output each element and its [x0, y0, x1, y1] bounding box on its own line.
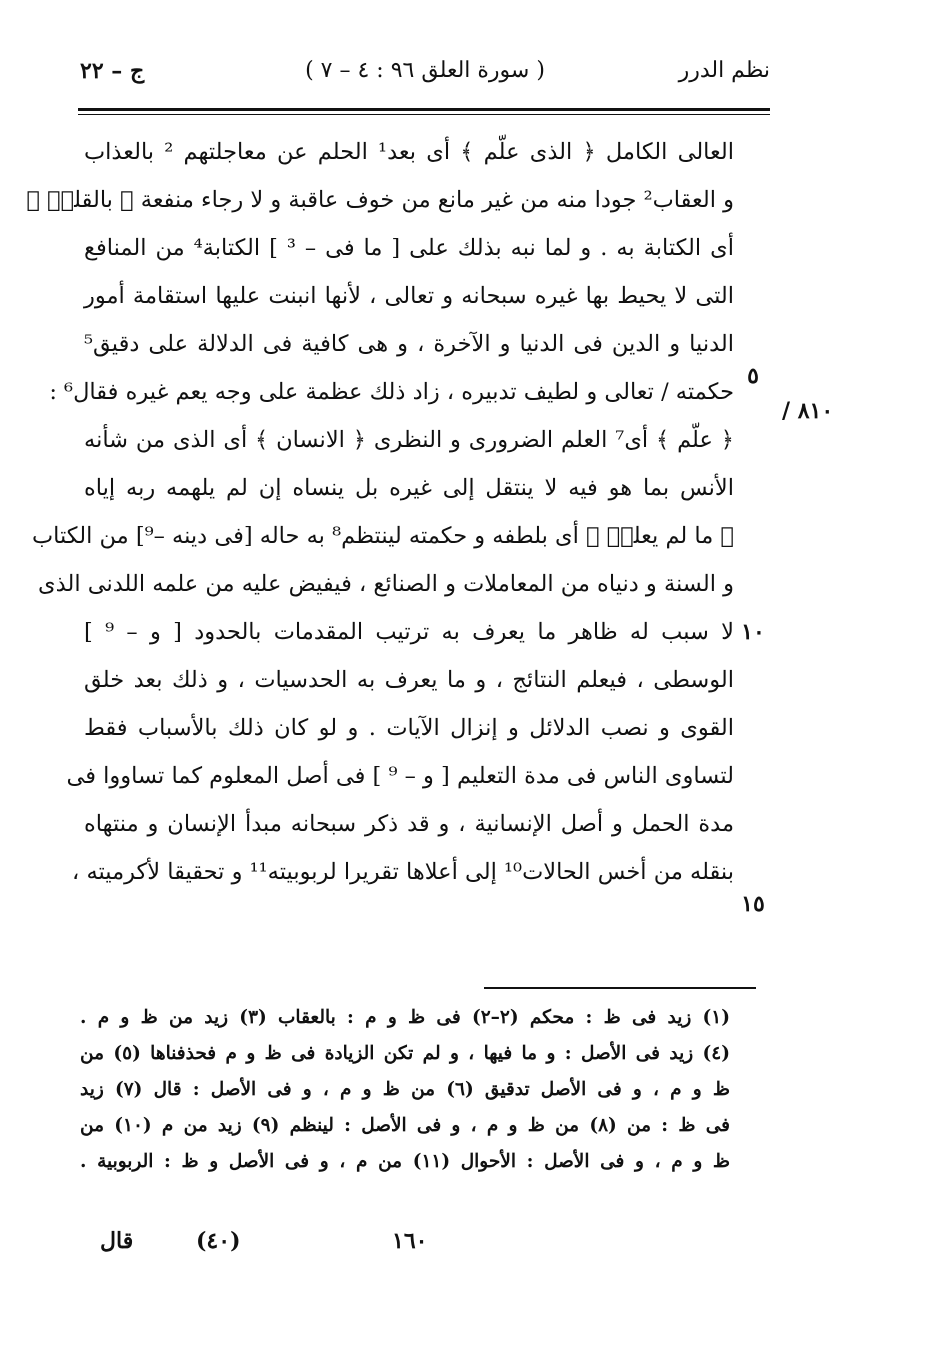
- line-number-5: ٥: [747, 363, 759, 389]
- header-rule-thin: [78, 114, 770, 115]
- text-line: مدة الحمل و أصل الإنسانية ، و قد ذكر سبحانه مبدأ الإنسان و منتهاه: [84, 811, 734, 837]
- text-line: بنقله من أخس الحالات¹⁰ إلى أعلاها تقريرا لربوبيته¹¹ و تحقيقا لأكرميته ،: [72, 859, 734, 885]
- text-line: حكمته / تعالى و لطيف تدبيره ، زاد ذلك عظمة على وجه يعم غيره فقال⁶ :: [49, 379, 734, 405]
- footnote-line: ظ و م ، و فى الأصل تدقيق (٦) من ظ و م ، و فى الأصل : قال (٧) زيد: [80, 1079, 730, 1100]
- main-text: [26, 128, 734, 896]
- footnote-line: (٤) زيد فى الأصل : و ما فيها ، و لم تكن الزيادة فى ظ و م فحذفناها (٥) من: [80, 1043, 730, 1064]
- text-line: أى الكتابة به . و لما نبه بذلك على [ ما فى – ³ ] الكتابة⁴ من المنافع: [84, 235, 734, 261]
- footnote-line: ظ و م ، و فى الأصل : الأحوال (١١) من م ، و فى الأصل و ظ : الربوبية .: [80, 1151, 730, 1172]
- line-number-10: ١٠: [741, 619, 765, 645]
- footnote-line: فى ظ : من (٨) من ظ و م ، و فى الأصل : لينظم (٩) زيد من م (١٠) من: [80, 1115, 730, 1136]
- header-rule-thick: [78, 108, 770, 111]
- surah-reference: ( سورة العلق ٩٦ : ٤ – ٧ ): [305, 58, 545, 83]
- text-line: الوسطى ، فيعلم النتائج ، و ما يعرف به الحدسيات ، و ذلك بعد خلق: [84, 667, 734, 693]
- text-line: القوى و نصب الدلائل و إنزال الآيات . و لو كان ذلك بالأسباب فقط: [84, 715, 734, 741]
- manuscript-folio-marker: ٨١٠ /: [782, 398, 834, 424]
- text-line: ﴿ ما لم يعلمۗ ﴾ أى بلطفه و حكمته لينتظم⁸ به حاله [فى دينه –⁹] من الكتاب: [31, 523, 734, 549]
- text-line: و العقاب² جودا منه من غير مانع من خوف عاقبة و لا رجاء منفعة ﴿ بالقلمۙ ﴾: [26, 187, 734, 213]
- signature-mark: (٤٠): [196, 1228, 241, 1254]
- footnote-rule: [484, 987, 756, 989]
- text-line: العالى الكامل ﴿ الذى علّم ﴾ أى بعد¹ الحلم عن معاجلتهم ² بالعذاب: [84, 139, 734, 165]
- footnotes: [80, 1000, 730, 1180]
- text-line: لتساوى الناس فى مدة التعليم [ و – ⁹ ] فى أصل المعلوم كما تساووا فى: [66, 763, 734, 789]
- book-title: نظم الدرر: [678, 58, 770, 83]
- line-number-15: ١٥: [741, 891, 765, 917]
- text-line: الدنيا و الدين فى الدنيا و الآخرة ، و هى كافية فى الدلالة على دقيق⁵: [84, 331, 734, 357]
- page-number: ١٦٠: [392, 1228, 428, 1254]
- catchword: قال: [100, 1228, 134, 1254]
- footnote-line: (١) زيد فى ظ : محكم (٢–٢) فى ظ و م : بالعقاب (٣) زيد من ظ و م .: [80, 1007, 730, 1028]
- text-line: التى لا يحيط بها غيره سبحانه و تعالى ، لأنها انبنت عليها استقامة أمور: [84, 283, 734, 309]
- text-line: و السنة و دنياه من المعاملات و الصنائع ، فيفيض عليه من علمه اللدنى الذى: [38, 571, 734, 597]
- text-line: الأنس بما هو فيه لا ينتقل إلى غيره بل ينساه إن لم يلهمه ربه إياه: [84, 475, 734, 501]
- text-line: لا سبب له ظاهر ما يعرف به ترتيب المقدمات بالحدود [ و – ⁹ ]: [84, 619, 734, 645]
- volume-number: ج – ٢٢: [80, 58, 145, 84]
- text-line: ﴿ علّم ﴾ أى⁷ العلم الضرورى و النظرى ﴿ الانسان ﴾ أى الذى من شأنه: [84, 427, 734, 453]
- running-header: [80, 58, 770, 98]
